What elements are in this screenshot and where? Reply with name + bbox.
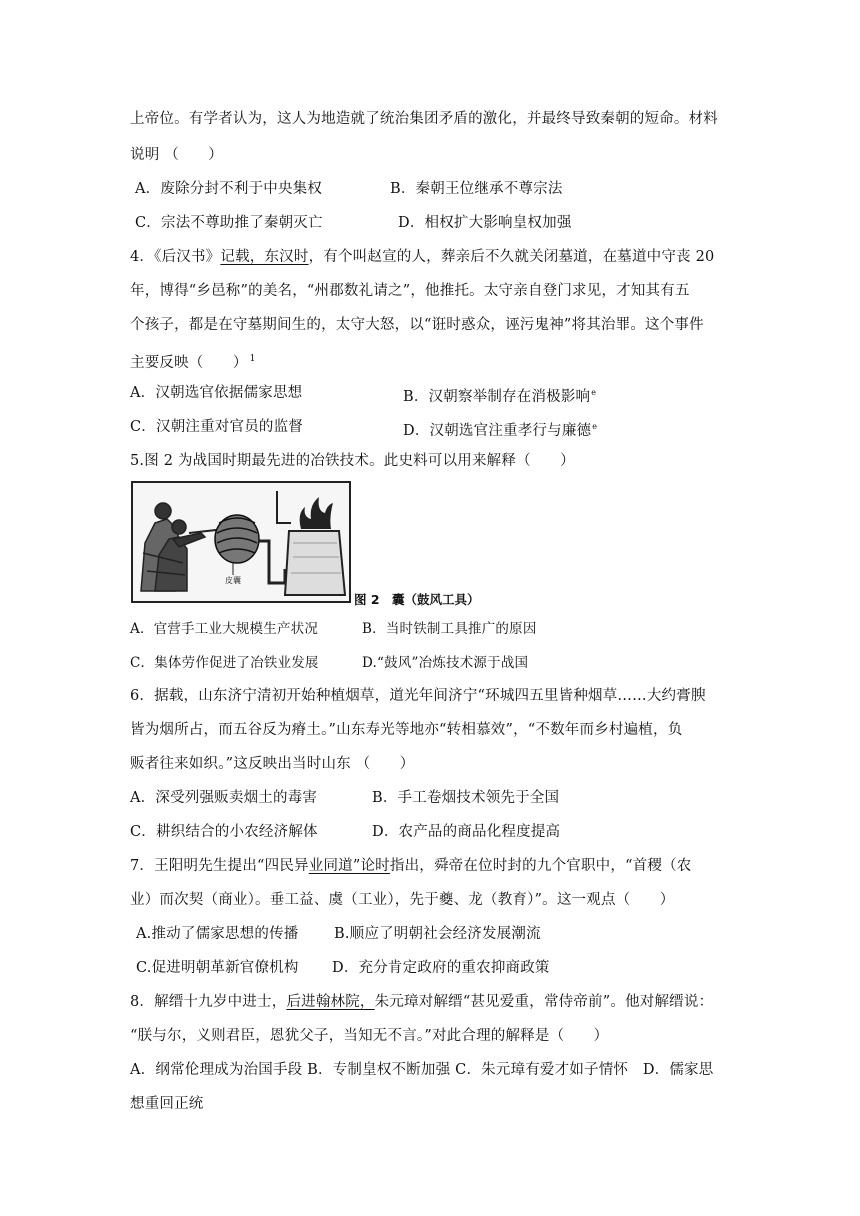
- q3-option-a: A．废除分封不利于中央集权: [135, 181, 323, 197]
- q4-stem-line1: [130, 247, 714, 267]
- q6-option-c: C．耕织结合的小农经济解体: [130, 824, 318, 840]
- q7-option-b: B.顺应了明朝社会经济发展潮流: [334, 926, 541, 942]
- q6-option-a: A．深受列强贩卖烟土的毒害: [130, 790, 318, 806]
- q4-option-b-mark: e: [591, 388, 597, 397]
- q7-line1-post: 指出，舜帝在位时封的九个官职中，“首稷（农: [389, 858, 692, 874]
- q4-line1-post: ，有个叫赵宣的人，葬亲后不久就关闭墓道，在墓道中守丧 20: [308, 249, 715, 265]
- q4-option-a: A．汉朝选官依据儒家思想: [130, 385, 303, 401]
- q8-stem-line2: “朕与尔，义则君臣，恩犹父子，当知无不言。”对此合理的解释是（ ）: [130, 1028, 609, 1044]
- q4-line4-text: 主要反映（ ）: [130, 354, 248, 371]
- q4-option-c: C．汉朝注重对官员的监督: [130, 419, 303, 435]
- bellows-figure-image: [131, 481, 351, 603]
- q8-line1-underlined: 后进翰林院，: [286, 994, 375, 1010]
- q5-option-b: B．当时铁制工具推广的原因: [362, 621, 537, 637]
- q4-line4-mark: 1: [249, 354, 256, 364]
- q3-option-d: D．相权扩大影响皇权加强: [398, 215, 572, 231]
- q7-option-d: D．充分肯定政府的重农抑商政策: [332, 960, 550, 976]
- q5-option-c: C．集体劳作促进了冶铁业发展: [130, 655, 319, 671]
- bellows-label: 皮囊: [225, 576, 241, 585]
- q8-options-line: A．纲常伦理成为治国手段 B．专制皇权不断加强 C．朱元璋有爱才如子情怀 D．儒家思: [130, 1062, 714, 1078]
- figure-caption: 图 2 囊（鼓风工具）: [354, 592, 480, 607]
- q4-stem-line3: 个孩子，都是在守墓期间生的，太守大怒，以“诳时惑众，诬污鬼神”将其治罪。这个事件: [130, 317, 704, 333]
- bellows-illustration: [133, 483, 349, 601]
- q3-stem-line1: 上帝位。有学者认为，这人为地造就了统治集团矛盾的激化，并最终导致秦朝的短命。材料: [130, 111, 718, 127]
- q8-line1-pre: 8．解缙十九岁中进士，: [130, 994, 287, 1010]
- q4-stem-line2: 年，博得“乡邑称”的美名，“州郡数礼请之”，他推托。太守亲自登门求见，才知其有五: [130, 283, 690, 299]
- q3-option-b: B．秦朝王位继承不尊宗法: [390, 181, 563, 197]
- q7-stem-line2: 业）而次契（商业）。垂工益、虞（工业），先于夔、龙（教育）”。这一观点（ ）: [130, 892, 675, 908]
- q7-option-c: C.促进明朝革新官僚机构: [136, 960, 299, 976]
- q4-option-b: [403, 383, 596, 407]
- q6-option-b: B．手工卷烟技术领先于全国: [372, 790, 560, 806]
- q8-options-line-cont: 想重回正统: [130, 1096, 204, 1112]
- q6-option-d: D．农产品的商品化程度提高: [372, 824, 561, 840]
- q5-option-d: D.“鼓风”冶炼技术源于战国: [362, 655, 529, 671]
- q7-stem-line1: [130, 856, 692, 876]
- q4-option-d-mark: e: [592, 422, 598, 431]
- q4-stem-line4: [130, 349, 256, 373]
- bellows-bag: [215, 515, 259, 563]
- air-pipe: [259, 541, 285, 583]
- q5-stem-line1: 5.图 2 为战国时期最先进的冶铁技术。此史料可以用来解释（ ）: [130, 453, 575, 469]
- q8-stem-line1: [130, 992, 713, 1012]
- q6-stem-line2: 皆为烟所占，而五谷反为瘠土。”山东寿光等地亦“转相慕效”，“不数年而乡村遍植，负: [130, 722, 683, 738]
- q6-stem-line3: 贩者往来如织。”这反映出当时山东 （ ）: [130, 756, 415, 772]
- workers-group: [141, 503, 205, 591]
- q4-option-d: [403, 417, 597, 441]
- q3-stem-line2: 说明 （ ）: [130, 147, 224, 163]
- q3-option-c: C．宗法不尊助推了秦朝灭亡: [135, 215, 323, 231]
- furnace: [285, 531, 345, 595]
- q7-line1-pre: 7．王阳明先生提出“四民异: [130, 858, 309, 874]
- q4-line1-pre: 4．《后汉书》: [130, 249, 221, 265]
- q5-option-a: A．官营手工业大规模生产状况: [130, 621, 319, 637]
- q6-stem-line1: 6．据载，山东济宁清初开始种植烟草，道光年间济宁“环城四五里皆种烟草……大约膏腴: [130, 688, 706, 704]
- q7-option-a: A.推动了儒家思想的传播: [136, 926, 299, 942]
- q4-line1-underlined: 记载，东汉时: [220, 249, 309, 265]
- furnace-flames: [300, 497, 333, 529]
- q7-line1-underlined: 业同道”论时: [308, 858, 390, 874]
- q4-option-b-text: B．汉朝察举制存在消极影响: [403, 388, 591, 405]
- q8-line1-post: 朱元璋对解缙“甚见爱重，常侍帝前”。他对解缙说：: [374, 994, 714, 1010]
- q4-option-d-text: D．汉朝选官注重孝行与廉德: [403, 422, 592, 439]
